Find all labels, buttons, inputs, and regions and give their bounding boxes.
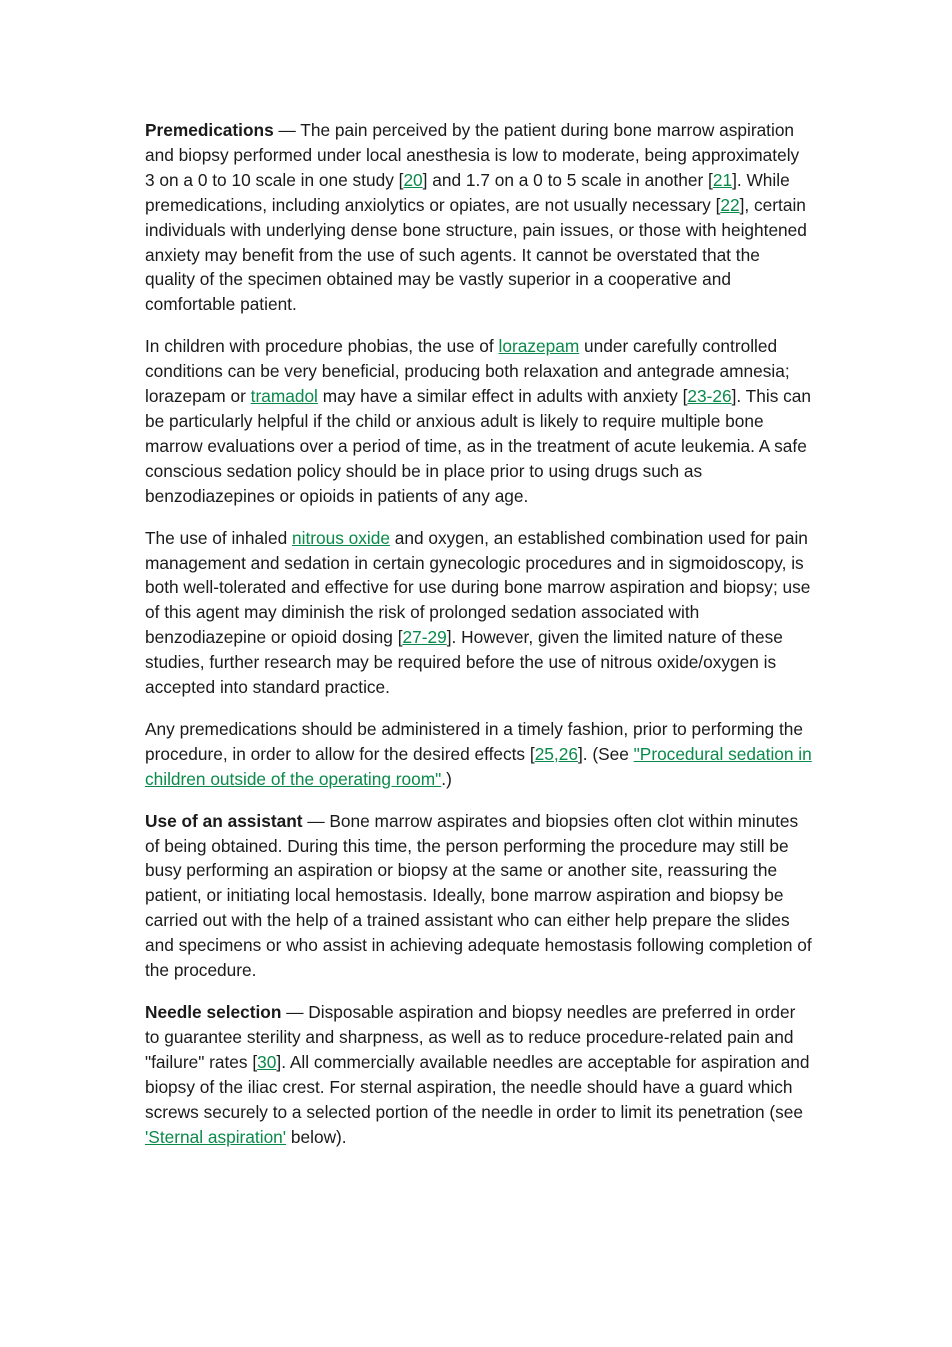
body-text: and oxygen, an established combination used for pain management and sedation in certain gynecologic procedures and in sigmoidoscopy, is both well-tolerated and effective for use during bone marrow aspiration and biopsy; use of this agent may diminish the risk of prolonged sedation associated with benzodiazepine or opioid dosing [ [145, 527, 811, 648]
section-lead-heading: Premedications [145, 120, 274, 140]
section-link-sternal-aspiration[interactable]: 'Sternal aspiration' [145, 1126, 287, 1147]
body-text: The use of inhaled [145, 527, 292, 548]
body-text: ]. However, given the limited nature of these studies, further research may be required before the use of nitrous oxide/oxygen is accepted into standard practice. [145, 627, 783, 698]
body-text: In children with procedure phobias, the use of [145, 336, 499, 357]
reference-link-22[interactable]: 22 [720, 194, 740, 215]
section-lead-heading: Needle selection [145, 1002, 282, 1022]
section-lead-heading: Use of an assistant [145, 810, 303, 831]
reference-link-21[interactable]: 21 [712, 169, 733, 190]
body-text: ]. While premedications, including anxiolytics or opiates, are not usually necessary [ [145, 169, 790, 215]
body-text: — Disposable aspiration and biopsy needles are preferred in order to guarantee sterility and sharpness, as well as to reduce procedure-related pain and "failure" rates [ [145, 1002, 796, 1072]
paragraph-premedications [145, 118, 813, 317]
reference-link-25-26[interactable]: 25,26 [534, 743, 578, 764]
body-text: ]. This can be particularly helpful if the child or anxious adult is likely to require multiple bone marrow evaluations over a period of time, as in the treatment of acute leukemia. A safe conscious sedation policy should be in place prior to using drugs such as benzodiazepines or opioids in patients of any age. [145, 386, 811, 506]
paragraph-needle-selection [145, 1000, 813, 1149]
body-text: ] and 1.7 on a 0 to 5 scale in another [ [422, 169, 713, 190]
paragraph-nitrous-oxide [145, 526, 813, 700]
drug-link-lorazepam[interactable]: lorazepam [498, 336, 580, 357]
drug-link-nitrous-oxide[interactable]: nitrous oxide [292, 527, 390, 548]
body-text: ], certain individuals with underlying dense bone structure, pain issues, or those with heightened anxiety may benefit from the use of such agents. It cannot be overstated that the quality of the specimen obtained may be vastly superior in a cooperative and comfortable patient. [145, 194, 807, 315]
paragraph-assistant [145, 809, 813, 983]
document-page [145, 118, 813, 1166]
paragraph-timing [145, 717, 813, 792]
body-text: ]. (See [577, 743, 634, 764]
body-text: below). [286, 1126, 347, 1147]
body-text: — Bone marrow aspirates and biopsies often clot within minutes of being obtained. During this time, the person performing the procedure may still be busy performing an aspiration or biopsy at the same or another site, reassuring the patient, or initiating local hemostasis. Ideally, bone marrow aspiration and biopsy be carried out with the help of a trained assistant who can either help prepare the slides and specimens or who assist in achieving adequate hemostasis following completion of the procedure. [145, 810, 812, 981]
body-text: Any premedications should be administered in a timely fashion, prior to performing the procedure, in order to allow for the desired effects [ [145, 718, 803, 764]
body-text: — The pain perceived by the patient during bone marrow aspiration and biopsy performed under local anesthesia is low to moderate, being approximately 3 on a 0 to 10 scale in one study [ [145, 120, 800, 190]
paragraph-children-phobias [145, 334, 813, 508]
body-text: ]. All commercially available needles are acceptable for aspiration and biopsy of the iliac crest. For sternal aspiration, the needle should have a guard which screws securely to a selected portion of the needle in order to limit its penetration (see [145, 1051, 810, 1122]
reference-link-23-26[interactable]: 23-26 [687, 386, 732, 407]
drug-link-tramadol[interactable]: tramadol [250, 386, 318, 407]
body-text: may have a similar effect in adults with anxiety [ [317, 386, 688, 407]
reference-link-30[interactable]: 30 [257, 1051, 277, 1072]
topic-link-procedural-sedation[interactable]: "Procedural sedation in children outside of the operating room" [145, 743, 812, 789]
body-text: .) [441, 768, 452, 789]
reference-link-20[interactable]: 20 [403, 169, 423, 190]
reference-link-27-29[interactable]: 27-29 [402, 627, 447, 648]
body-text: under carefully controlled conditions can be very beneficial, producing both relaxation and antegrade amnesia; lorazepam or [145, 336, 790, 407]
